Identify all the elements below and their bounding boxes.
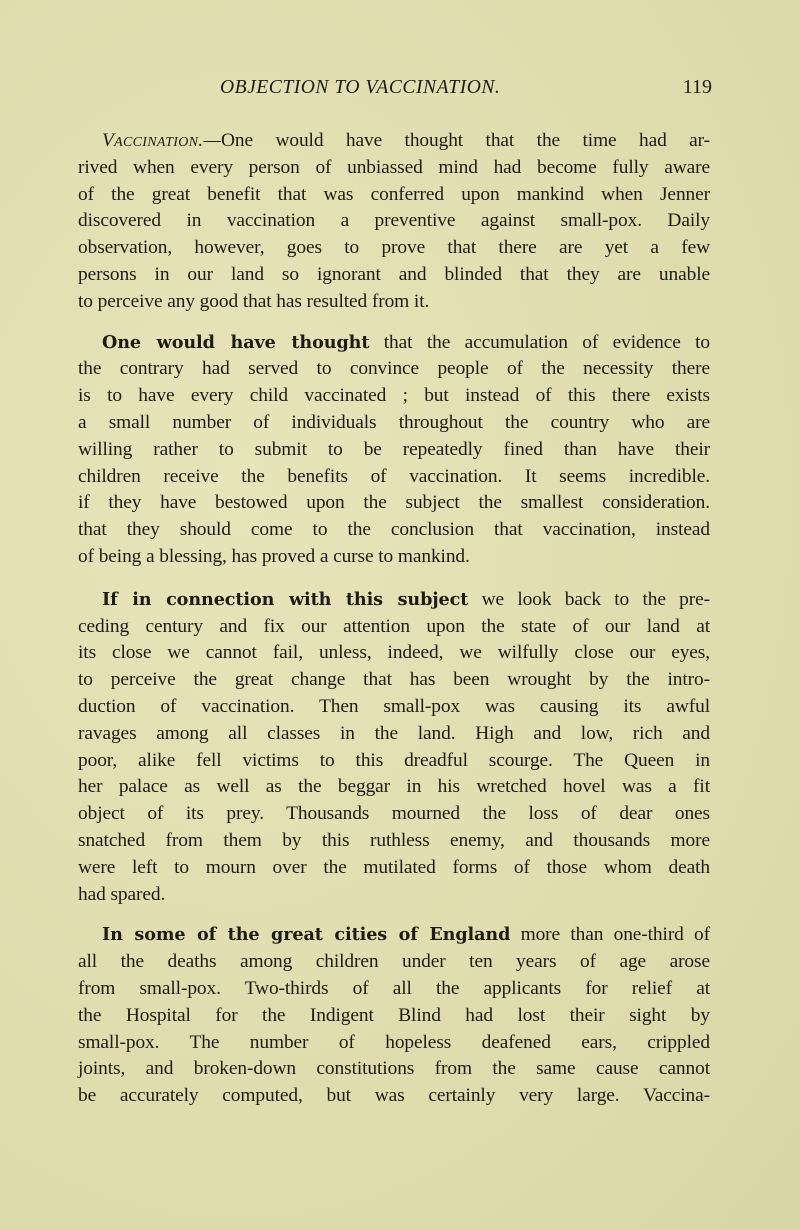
bold-lead: If in connection with this subject <box>102 588 469 610</box>
text-line: joints, and broken-down constitutions from the same cause cannot <box>78 1058 710 1080</box>
text-line: of the great benefit that was conferred upon mankind when Jenner <box>78 183 710 205</box>
text-line: the contrary had served to convince people of the necessity there <box>78 358 710 380</box>
paragraph-preceding-century <box>78 587 710 909</box>
text-line: In some of the great cities of England more than one-third of <box>102 924 711 946</box>
bold-lead: One would have thought <box>102 331 370 353</box>
text-line: Vaccination.—One would have thought that the time had ar- <box>102 130 710 151</box>
text-line: persons in our land so ignorant and blinded that they are unable <box>78 263 710 285</box>
page-number: 119 <box>682 76 712 98</box>
text-line: ceding century and fix our attention upon the state of our land at <box>78 615 710 637</box>
text-line: rived when every person of unbiassed mind had become fully aware <box>78 156 710 178</box>
section-lead: Vaccination.— <box>102 130 221 151</box>
text-line: its close we cannot fail, unless, indeed, we wilfully close our eyes, <box>78 642 710 664</box>
paragraph-great-cities <box>78 922 710 1110</box>
text-line: observation, however, goes to prove that there are yet a few <box>78 237 710 259</box>
text-line: were left to mourn over the mutilated forms of those whom death <box>78 856 710 878</box>
text-line: of being a blessing, has proved a curse to mankind. <box>78 545 470 567</box>
text-line: a small number of individuals throughout the country who are <box>78 411 710 433</box>
bold-lead: In some of the great cities of England <box>102 924 511 946</box>
text-line: poor, alike fell victims to this dreadful scourge. The Queen in <box>78 749 710 771</box>
text-line: object of its prey. Thousands mourned the loss of dear ones <box>78 803 710 825</box>
text-line: had spared. <box>78 883 166 905</box>
text-line: One would have thought that the accumulation of evidence to <box>102 331 710 353</box>
text-line: duction of vaccination. Then small-pox was causing its awful <box>78 695 710 717</box>
paragraph-accumulation-of-evidence <box>78 330 710 571</box>
text-line: small-pox. The number of hopeless deafened ears, crippled <box>78 1031 710 1053</box>
text-line: from small-pox. Two-thirds of all the applicants for relief at <box>78 977 710 999</box>
paragraph-vaccination <box>78 128 710 316</box>
text-line: snatched from them by this ruthless enemy, and thousands more <box>78 829 710 851</box>
text-line: is to have every child vaccinated ; but instead of this there exists <box>78 385 710 407</box>
text-line: to perceive any good that has resulted from it. <box>78 290 430 312</box>
text-line: all the deaths among children under ten years of age arose <box>78 951 710 973</box>
text-line: if they have bestowed upon the subject the smallest consideration. <box>78 492 710 514</box>
running-title: OBJECTION TO VACCINATION. <box>220 76 501 98</box>
running-head <box>78 76 710 106</box>
text-line: discovered in vaccination a preventive against small-pox. Daily <box>78 210 710 232</box>
body-text <box>78 128 710 1110</box>
text-line: to perceive the great change that has been wrought by the intro- <box>78 669 710 691</box>
text-line: ravages among all classes in the land. High and low, rich and <box>78 722 710 744</box>
text-line: If in connection with this subject we look back to the pre- <box>102 588 710 610</box>
text-line: willing rather to submit to be repeatedly fined than have their <box>78 438 710 460</box>
text-line: her palace as well as the beggar in his wretched hovel was a fit <box>78 776 710 798</box>
text-line: children receive the benefits of vaccination. It seems incredible. <box>78 465 710 487</box>
text-line: that they should come to the conclusion that vaccination, instead <box>78 519 710 541</box>
text-line: be accurately computed, but was certainly very large. Vaccina- <box>78 1085 710 1107</box>
text-line: the Hospital for the Indigent Blind had lost their sight by <box>78 1004 710 1026</box>
